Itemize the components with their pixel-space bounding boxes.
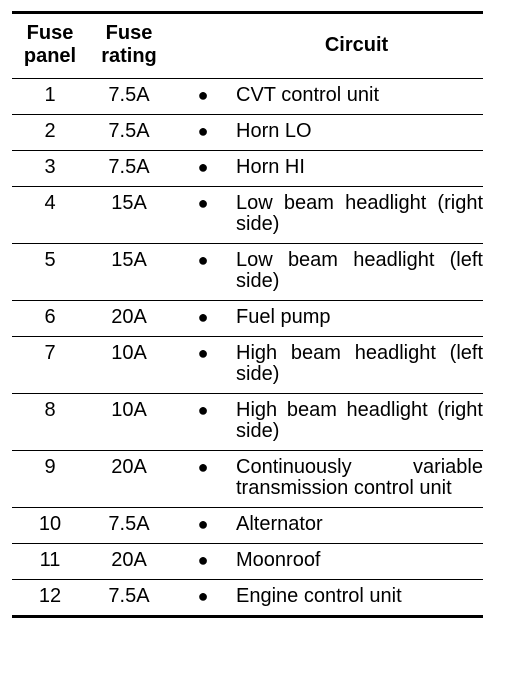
circuit-cell: CVT control unit (236, 84, 380, 106)
circuit-cell: Low beam headlight (right side) (236, 192, 483, 235)
header-row (12, 13, 483, 79)
fuse-panel-cell: 11 (39, 549, 61, 571)
fuse-panel-cell: 10 (38, 513, 62, 535)
bullet-icon: ● (197, 514, 209, 534)
fuse-panel-cell: 8 (44, 399, 56, 421)
fuse-rating-cell: 15A (111, 249, 147, 271)
fuse-table-container (12, 11, 483, 618)
bullet-icon: ● (197, 121, 209, 141)
fuse-panel-cell: 12 (38, 585, 62, 607)
fuse-rating-cell: 10A (111, 342, 147, 364)
bullet-icon: ● (197, 400, 209, 420)
fuse-rating-cell: 20A (111, 456, 147, 478)
table-row (12, 508, 483, 544)
bullet-icon: ● (197, 550, 209, 570)
circuit-cell: Low beam headlight (left side) (236, 249, 483, 292)
fuse-rating-cell: 7.5A (108, 84, 150, 106)
circuit-cell: Fuel pump (236, 306, 331, 328)
fuse-rating-cell: 15A (111, 192, 147, 214)
circuit-cell: High beam headlight (left side) (236, 342, 483, 385)
table-row (12, 394, 483, 451)
circuit-cell: Horn HI (236, 156, 305, 178)
table-body (12, 79, 483, 617)
table-row (12, 301, 483, 337)
bullet-icon: ● (197, 193, 209, 213)
header-fuse-panel (12, 13, 88, 79)
header-fuse-rating-line1: Fuse (105, 22, 153, 44)
fuse-rating-cell: 7.5A (108, 585, 150, 607)
table-row (12, 115, 483, 151)
fuse-rating-cell: 7.5A (108, 156, 150, 178)
bullet-icon: ● (197, 307, 209, 327)
table-header (12, 13, 483, 79)
header-fuse-rating (88, 13, 170, 79)
table-row (12, 151, 483, 187)
table-row (12, 337, 483, 394)
table-row (12, 544, 483, 580)
bullet-icon: ● (197, 157, 209, 177)
table-row (12, 451, 483, 508)
fuse-panel-cell: 7 (44, 342, 56, 364)
circuit-cell: Moonroof (236, 549, 321, 571)
fuse-rating-cell: 10A (111, 399, 147, 421)
table-row (12, 79, 483, 115)
fuse-panel-cell: 9 (44, 456, 56, 478)
bullet-icon: ● (197, 343, 209, 363)
circuit-cell: Engine control unit (236, 585, 402, 607)
header-circuit: Circuit (324, 33, 389, 56)
header-fuse-panel-line2: panel (23, 45, 77, 67)
table-row (12, 580, 483, 617)
bullet-icon: ● (197, 586, 209, 606)
header-fuse-rating-line2: rating (101, 45, 157, 67)
fuse-panel-cell: 4 (44, 192, 56, 214)
bullet-icon: ● (197, 250, 209, 270)
bullet-icon: ● (197, 85, 209, 105)
fuse-rating-cell: 7.5A (108, 513, 150, 535)
circuit-cell: Horn LO (236, 120, 312, 142)
fuse-table (12, 11, 483, 618)
fuse-panel-cell: 1 (44, 84, 56, 106)
header-fuse-panel-line1: Fuse (26, 22, 74, 44)
circuit-cell: High beam headlight (right side) (236, 399, 483, 442)
fuse-rating-cell: 7.5A (108, 120, 150, 142)
fuse-rating-cell: 20A (111, 306, 147, 328)
fuse-panel-cell: 5 (44, 249, 56, 271)
circuit-cell: Continuously variable transmission control unit (236, 456, 483, 499)
fuse-panel-cell: 3 (44, 156, 56, 178)
fuse-rating-cell: 20A (111, 549, 147, 571)
table-row (12, 187, 483, 244)
fuse-panel-cell: 6 (44, 306, 56, 328)
fuse-panel-cell: 2 (44, 120, 56, 142)
bullet-icon: ● (197, 457, 209, 477)
table-row (12, 244, 483, 301)
circuit-cell: Alternator (236, 513, 323, 535)
